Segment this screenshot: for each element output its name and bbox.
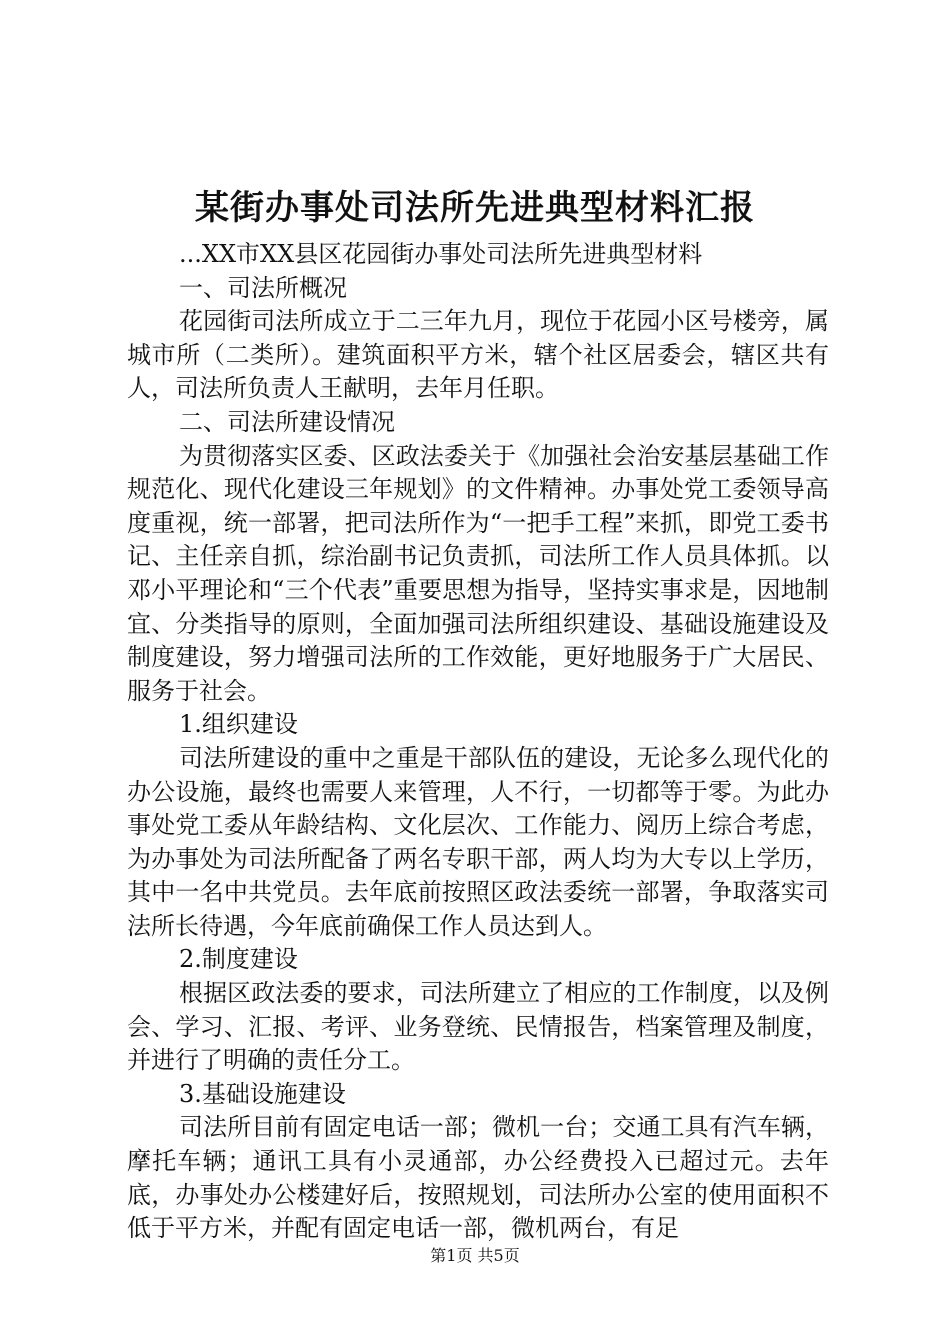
- subheading-system: 2.制度建设: [179, 945, 298, 974]
- subheading-infrastructure: 3.基础设施建设: [179, 1079, 346, 1108]
- subheading-organization: 1.组织建设: [179, 710, 298, 739]
- section-heading-construction: 二、司法所建设情况: [179, 407, 395, 436]
- section-heading-overview: 一、司法所概况: [179, 273, 347, 302]
- paragraph-system: 根据区政法委的要求，司法所建立了相应的工作制度，以及例会、学习、汇报、考评、业务登统、民情报告，档案管理及制度，并进行了明确的责任分工。: [127, 979, 829, 1075]
- subtitle-line: ...XX市XX县区花园街办事处司法所先进典型材料: [179, 240, 703, 268]
- page-footer: 第1页 共5页: [430, 1246, 520, 1265]
- paragraph-organization: 司法所建设的重中之重是干部队伍的建设，无论多么现代化的办公设施，最终也需要人来管理，人不行，一切都等于零。为此办事处党工委从年龄结构、文化层次、工作能力、阅历上综合考虑，为办事处为司法所配备了两名专职干部，两人均为大专以上学历，其中一名中共党员。去年底前按照区政法委统一部署，争取落实司法所长待遇，今年底前确保工作人员达到人。: [127, 743, 829, 940]
- paragraph-infrastructure: 司法所目前有固定电话一部；微机一台；交通工具有汽车辆，摩托车辆；通讯工具有小灵通部，办公经费投入已超过元。去年底，办事处办公楼建好后，按照规划，司法所办公室的使用面积不低于平方米，并配有固定电话一部，微机两台，有足: [127, 1113, 829, 1243]
- paragraph-construction: 为贯彻落实区委、区政法委关于《加强社会治安基层基础工作规范化、现代化建设三年规划》的文件精神。办事处党工委领导高度重视，统一部署，把司法所作为“一把手工程”来抓，即党工委书记、主任亲自抓，综治副书记负责抓，司法所工作人员具体抓。以邓小平理论和“三个代表”重要思想为指导，坚持实事求是，因地制宜、分类指导的原则，全面加强司法所组织建设、基础设施建设及制度建设，努力增强司法所的工作效能，更好地服务于广大居民、服务于社会。: [127, 441, 829, 705]
- document-body: [127, 238, 829, 1246]
- document-title: 某街办事处司法所先进典型材料汇报: [195, 188, 755, 228]
- paragraph-overview: 花园街司法所成立于二三年九月，现位于花园小区号楼旁，属城市所（二类所）。建筑面积平方米，辖个社区居委会，辖区共有人，司法所负责人王献明，去年月任职。: [127, 307, 829, 403]
